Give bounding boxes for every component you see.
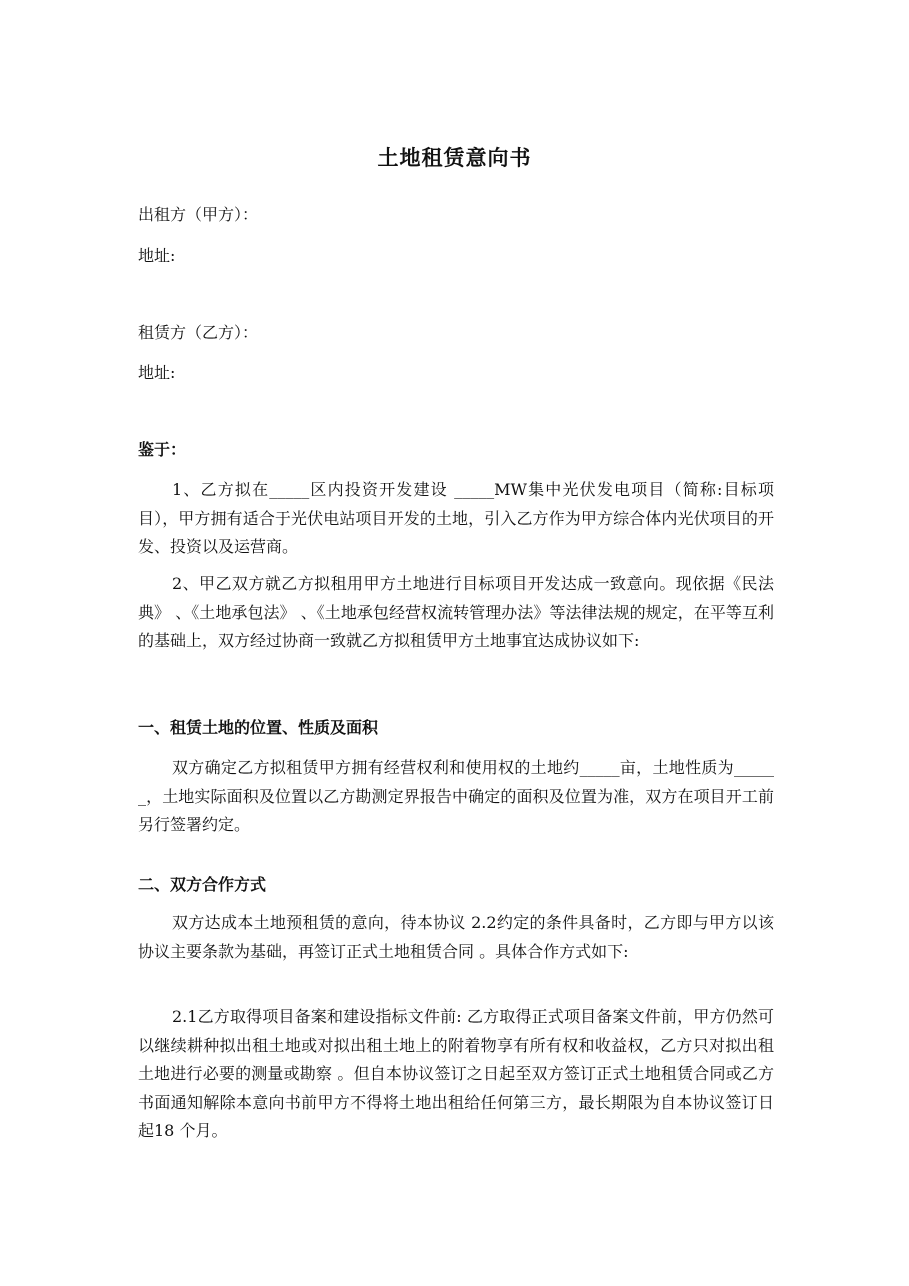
lessee-label: 租赁方（乙方）： xyxy=(138,323,259,342)
section-2-paragraph-1: 双方达成本土地预租赁的意向，待本协议 2.2约定的条件具备时，乙方即与甲方以该协议主要条款为基础，再签订正式土地租赁合同 。具体合作方式如下: xyxy=(138,913,774,961)
section-2-heading: 二、双方合作方式 xyxy=(138,875,267,894)
document-title: 土地租赁意向书 xyxy=(377,146,532,170)
section-1-paragraph-1: 双方确定乙方拟租赁甲方拥有经营权利和使用权的土地约_____亩，土地性质为______，土地实际面积及位置以乙方勘测定界报告中确定的面积及位置为准，双方在项目开工前另行签署约定。 xyxy=(138,758,774,834)
section-1-heading: 一、租赁土地的位置、性质及面积 xyxy=(138,718,379,737)
lessor-address-label: 地址: xyxy=(138,246,176,265)
lessee-address-label: 地址: xyxy=(138,363,176,382)
lessor-label: 出租方（甲方）： xyxy=(138,205,259,224)
section-2-paragraph-2: 2.1乙方取得项目备案和建设指标文件前: 乙方取得正式项目备案文件前，甲方仍然可以继续耕种拟出租土地或对拟出租土地上的附着物享有所有权和收益权，乙方只对拟出租土地进行必要的测量或勘察 。但自本协议签订之日起至双方签订正式土地租赁合同或乙方书面通知解除本意向书前甲方不得将土地出租给任何第三方，最长期限为自本协议签订日起18 个月。 xyxy=(138,1007,774,1140)
whereas-paragraph-2: 2、甲乙双方就乙方拟租用甲方土地进行目标项目开发达成一致意向。现依据《民法典》 、《土地承包法》 、《土地承包经营权流转管理办法》等法律法规的规定，在平等互利的基础上，双方经过协商一致就乙方拟租赁甲方土地事宜达成协议如下: xyxy=(138,574,774,650)
whereas-paragraph-1: 1、乙方拟在_____区内投资开发建设 _____MW集中光伏发电项目（简称:目标项目），甲方拥有适合于光伏电站项目开发的土地，引入乙方作为甲方综合体内光伏项目的开发、投资以及运营商。 xyxy=(138,480,774,556)
whereas-heading: 鉴于： xyxy=(138,440,187,459)
